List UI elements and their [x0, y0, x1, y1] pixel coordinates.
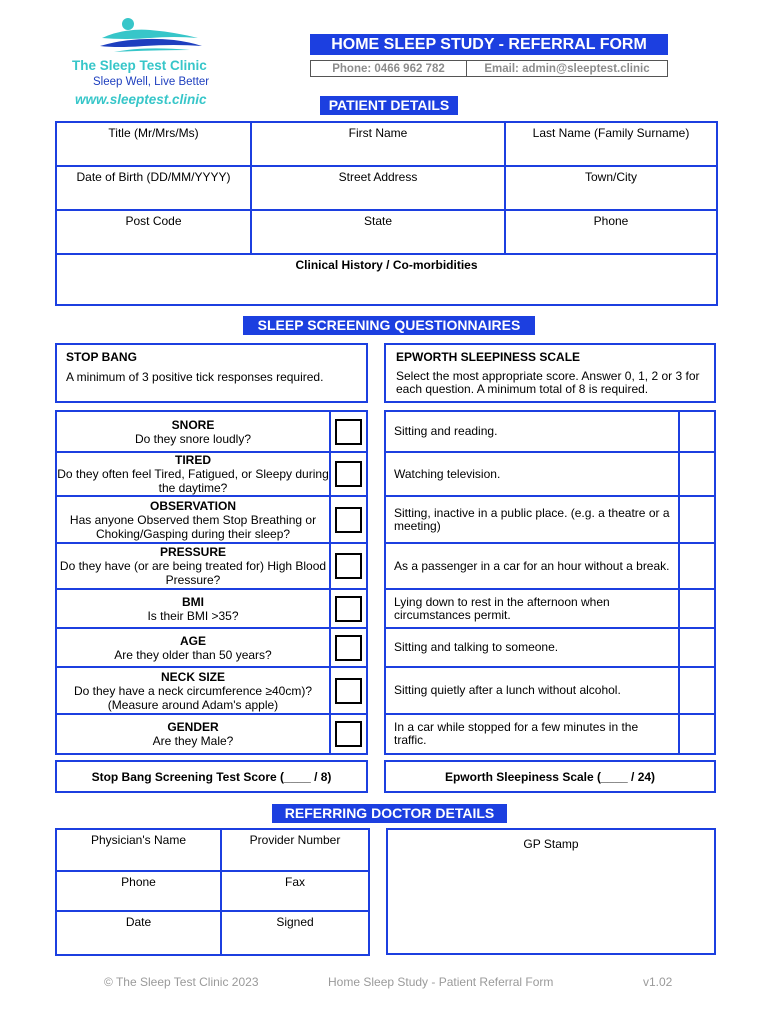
stopbang-description: A minimum of 3 positive tick responses required.	[66, 370, 324, 384]
stopbang-question-cell	[55, 666, 331, 715]
clinical-history-label: Clinical History / Co-morbidities	[295, 258, 478, 272]
epworth-score-field[interactable]	[384, 760, 716, 793]
stopbang-question-title: GENDER	[167, 720, 219, 734]
town-city-label: Town/City	[584, 170, 637, 184]
date-field[interactable]	[56, 911, 221, 955]
stopbang-question-text: Are they Male?	[152, 734, 234, 748]
provider-number-field[interactable]	[221, 829, 369, 871]
epworth-score-input[interactable]	[678, 713, 716, 755]
epworth-question-cell	[384, 627, 680, 668]
epworth-question-cell	[384, 666, 680, 715]
street-address-label: Street Address	[338, 170, 418, 184]
stopbang-checkbox[interactable]	[335, 419, 362, 445]
stopbang-tick-cell	[329, 410, 368, 453]
epworth-description: Select the most appropriate score. Answer 0, 1, 2 or 3 for each question. A minimum total of 8 is required.	[396, 369, 700, 396]
footer-form-name: Home Sleep Study - Patient Referral Form	[328, 975, 554, 989]
sleeping-figure-logo-icon	[94, 16, 204, 56]
stopbang-question-title: PRESSURE	[159, 545, 227, 559]
form-title: HOME SLEEP STUDY - REFERRAL FORM	[310, 34, 668, 55]
last-name-field[interactable]	[505, 122, 717, 166]
stopbang-checkbox[interactable]	[335, 721, 362, 747]
logo-clinic-name: The Sleep Test Clinic	[72, 58, 207, 73]
date-label: Date	[125, 915, 152, 929]
referring-doctor-heading: REFERRING DOCTOR DETAILS	[272, 804, 507, 823]
stopbang-tick-cell	[329, 666, 368, 715]
stopbang-question-text: Are they older than 50 years?	[114, 647, 272, 662]
doctor-phone-field[interactable]	[56, 871, 221, 911]
epworth-score-input[interactable]	[678, 495, 716, 544]
stopbang-question-cell	[55, 495, 331, 544]
clinic-phone: Phone: 0466 962 782	[310, 60, 467, 77]
stopbang-question-cell	[55, 542, 331, 590]
postcode-label: Post Code	[125, 214, 182, 228]
stopbang-question-cell	[55, 627, 331, 668]
stopbang-question-title: TIRED	[175, 453, 211, 467]
stopbang-question-text: Has anyone Observed them Stop Breathing or Choking/Gasping during their sleep?	[69, 512, 317, 541]
clinic-logo	[70, 16, 240, 111]
stopbang-tick-cell	[329, 588, 368, 629]
epworth-question-text: Watching television.	[394, 466, 501, 481]
dob-label: Date of Birth (DD/MM/YYYY)	[76, 170, 231, 184]
gp-stamp-label: GP Stamp	[523, 837, 579, 851]
dob-field[interactable]	[56, 166, 251, 210]
epworth-question-text: In a car while stopped for a few minutes in the traffic.	[394, 720, 639, 747]
epworth-score-input[interactable]	[678, 451, 716, 497]
stopbang-tick-cell	[329, 542, 368, 590]
stopbang-question-text: Do they often feel Tired, Fatigued, or Sleepy during the daytime?	[57, 467, 329, 495]
doctor-fax-label: Fax	[284, 875, 305, 889]
screening-heading: SLEEP SCREENING QUESTIONNAIRES	[243, 316, 535, 335]
stopbang-question-title: BMI	[182, 594, 204, 609]
stopbang-checkbox[interactable]	[335, 461, 362, 487]
stopbang-score-label: Stop Bang Screening Test Score (____ / 8)	[91, 770, 332, 784]
stopbang-question-cell	[55, 451, 331, 497]
title-field[interactable]	[56, 122, 251, 166]
patient-details-heading: PATIENT DETAILS	[320, 96, 458, 115]
stopbang-question-title: OBSERVATION	[149, 498, 236, 513]
doctor-fax-field[interactable]	[221, 871, 369, 911]
epworth-question-cell	[384, 495, 680, 544]
epworth-score-input[interactable]	[678, 666, 716, 715]
stopbang-question-cell	[55, 588, 331, 629]
patient-details-table	[55, 121, 718, 306]
epworth-question-text: As a passenger in a car for an hour without a break.	[394, 558, 670, 573]
patient-phone-field[interactable]	[505, 210, 717, 254]
epworth-title: EPWORTH SLEEPINESS SCALE	[396, 350, 581, 364]
epworth-score-input[interactable]	[678, 410, 716, 453]
epworth-question-text: Sitting, inactive in a public place. (e.g. a theatre or a meeting)	[394, 505, 670, 533]
doctor-phone-label: Phone	[121, 875, 156, 889]
epworth-question-text: Sitting and reading.	[394, 424, 498, 438]
epworth-question-cell	[384, 410, 680, 453]
stopbang-question-text: Do they snore loudly?	[134, 431, 252, 446]
stopbang-checkbox[interactable]	[335, 507, 362, 533]
state-label: State	[363, 214, 393, 228]
stopbang-question-title: SNORE	[171, 417, 215, 432]
clinical-history-field[interactable]	[56, 254, 717, 305]
patient-phone-label: Phone	[593, 214, 629, 228]
epworth-question-text: Sitting quietly after a lunch without alcohol.	[394, 683, 621, 697]
epworth-intro	[384, 343, 716, 403]
physician-name-label: Physician's Name	[91, 833, 186, 847]
epworth-question-cell	[384, 713, 680, 755]
footer-copyright: © The Sleep Test Clinic 2023	[104, 975, 259, 989]
stopbang-question-text: Do they have a neck circumference ≥40cm)? (Measure around Adam's apple)	[73, 683, 313, 712]
first-name-field[interactable]	[251, 122, 505, 166]
stopbang-checkbox[interactable]	[335, 678, 362, 704]
postcode-field[interactable]	[56, 210, 251, 254]
stopbang-tick-cell	[329, 495, 368, 544]
stopbang-question-text: Do they have (or are being treated for) High Blood Pressure?	[59, 559, 327, 587]
last-name-label: Last Name (Family Surname)	[532, 126, 690, 140]
stopbang-checkbox[interactable]	[335, 553, 362, 579]
epworth-question-cell	[384, 542, 680, 590]
signed-field[interactable]	[221, 911, 369, 955]
footer-version: v1.02	[643, 975, 673, 989]
epworth-score-label: Epworth Sleepiness Scale (____ / 24)	[444, 770, 656, 784]
stopbang-checkbox[interactable]	[335, 635, 362, 661]
stopbang-question-title: NECK SIZE	[160, 669, 225, 684]
stopbang-title: STOP BANG	[66, 350, 137, 364]
stopbang-score-field[interactable]	[55, 760, 368, 793]
epworth-question-text: Lying down to rest in the afternoon when circumstances permit.	[394, 594, 610, 622]
gp-stamp-field[interactable]	[386, 828, 716, 955]
epworth-score-input[interactable]	[678, 588, 716, 629]
epworth-score-input[interactable]	[678, 542, 716, 590]
title-label: Title (Mr/Mrs/Ms)	[108, 126, 199, 140]
stopbang-checkbox[interactable]	[335, 596, 362, 622]
physician-name-field[interactable]	[56, 829, 221, 871]
logo-tagline: Sleep Well, Live Better	[93, 76, 210, 88]
epworth-score-input[interactable]	[678, 627, 716, 668]
street-address-field[interactable]	[251, 166, 505, 210]
clinic-email: Email: admin@sleeptest.clinic	[467, 60, 668, 77]
epworth-question-cell	[384, 451, 680, 497]
state-field[interactable]	[251, 210, 505, 254]
stopbang-tick-cell	[329, 451, 368, 497]
stopbang-intro	[55, 343, 368, 403]
doctor-details-table	[55, 828, 370, 956]
signed-label: Signed	[276, 915, 314, 929]
epworth-question-cell	[384, 588, 680, 629]
stopbang-question-text: Is their BMI >35?	[147, 608, 239, 623]
first-name-label: First Name	[348, 126, 408, 140]
stopbang-question-title: AGE	[179, 633, 206, 648]
epworth-question-text: Sitting and talking to someone.	[394, 640, 559, 654]
stopbang-question-cell	[55, 713, 331, 755]
provider-number-label: Provider Number	[249, 833, 341, 847]
stopbang-tick-cell	[329, 627, 368, 668]
logo-url: www.sleeptest.clinic	[75, 92, 207, 107]
stopbang-tick-cell	[329, 713, 368, 755]
town-city-field[interactable]	[505, 166, 717, 210]
stopbang-question-cell	[55, 410, 331, 453]
